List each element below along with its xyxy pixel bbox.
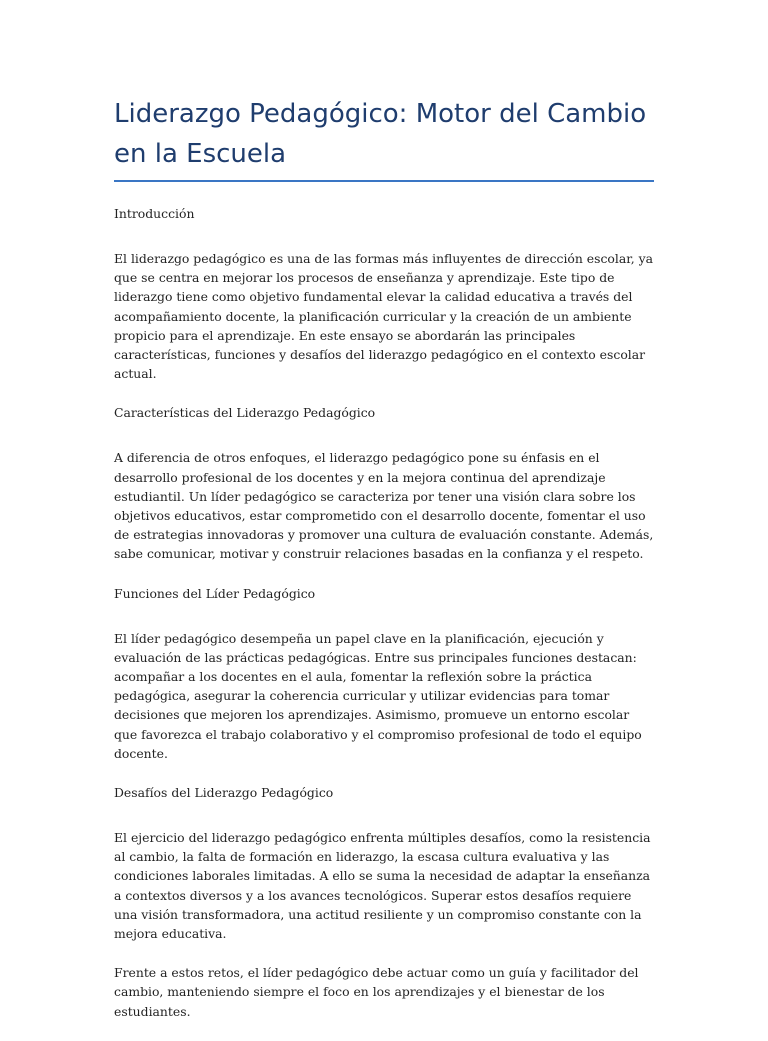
document-title: Liderazgo Pedagógico: Motor del Cambio en la Escuela (114, 94, 654, 182)
section-challenges (114, 783, 654, 1021)
paragraph: El líder pedagógico desempeña un papel clave en la planificación, ejecución y evaluación de las prácticas pedagógicas. Entre sus principales funciones destacan: acompañar a los docentes en el aula, fomentar la reflexión sobre la práctica pedagógica, asegurar la coherencia curricular y utilizar evidencias para tomar decisiones que mejoren los aprendizajes. Asimismo, promueve un entorno escolar que favorezca el trabajo colaborativo y el compromiso profesional de todo el equipo docente. (114, 630, 642, 761)
paragraph: El ejercicio del liderazgo pedagógico enfrenta múltiples desafíos, como la resistencia al cambio, la falta de formación en liderazgo, la escasa cultura evaluativa y las condiciones laborales limitadas. A ello se suma la necesidad de adaptar la enseñanza a contextos diversos y a los avances tecnológicos. Superar estos desafíos requiere una visión transformadora, una actitud resiliente y un compromiso constante con la mejora educativa. (114, 830, 651, 942)
document-body (114, 204, 654, 1021)
section-heading: Características del Liderazgo Pedagógico (114, 405, 376, 421)
paragraph: A diferencia de otros enfoques, el liderazgo pedagógico pone su énfasis en el desarrollo profesional de los docentes y en la mejora continua del aprendizaje estudiantil. Un líder pedagógico se caracteriza por tener una visión clara sobre los objetivos educativos, estar comprometido con el desarrollo docente, fomentar el uso de estrategias innovadoras y promover una cultura de evaluación constante. Además, sabe comunicar, motivar y construir relaciones basadas en la confianza y el respeto. (114, 450, 654, 562)
section-characteristics (114, 403, 654, 563)
paragraph: Frente a estos retos, el líder pedagógico debe actuar como un guía y facilitador del cambio, manteniendo siempre el foco en los aprendizajes y el bienestar de los estudiantes. (114, 965, 639, 1019)
section-heading: Funciones del Líder Pedagógico (114, 585, 316, 601)
section-functions (114, 584, 654, 763)
section-heading: Desafíos del Liderazgo Pedagógico (114, 785, 334, 801)
paragraph: El liderazgo pedagógico es una de las formas más influyentes de dirección escolar, ya que se centra en mejorar los procesos de enseñanza y aprendizaje. Este tipo de liderazgo tiene como objetivo fundamental elevar la calidad educativa a través del acompañamiento docente, la planificación curricular y la creación de un ambiente propicio para el aprendizaje. En este ensayo se abordarán las principales características, funciones y desafíos del liderazgo pedagógico en el contexto escolar actual. (114, 251, 654, 382)
section-introduction (114, 204, 654, 383)
section-heading: Introducción (114, 206, 195, 221)
document-page (114, 94, 654, 1041)
